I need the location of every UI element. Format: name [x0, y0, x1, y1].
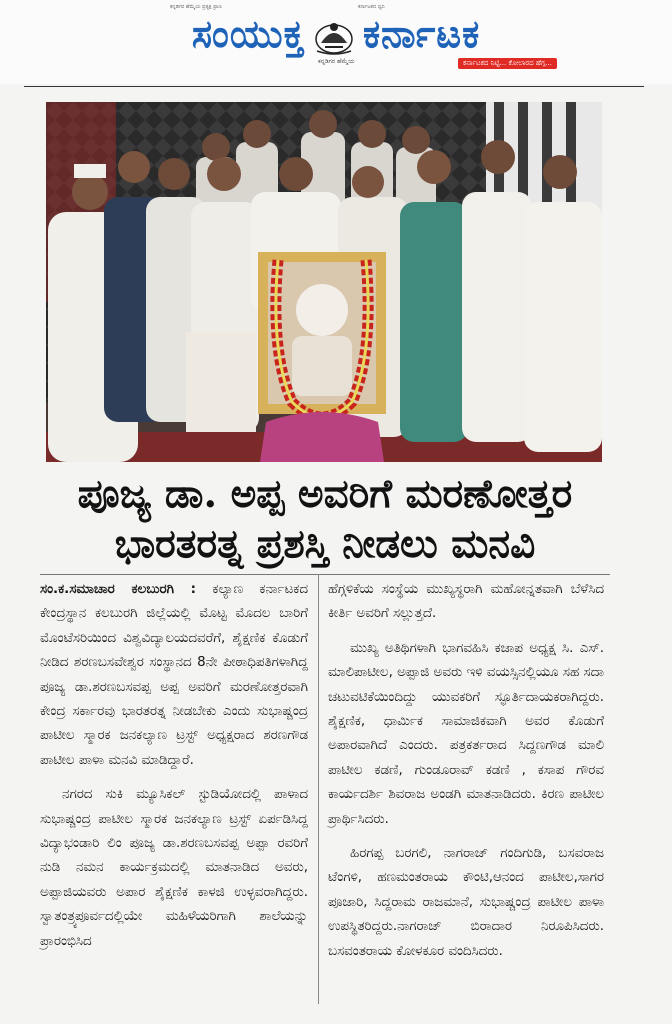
article-paragraph: ಮುಖ್ಯ ಅತಿಥಿಗಳಾಗಿ ಭಾಗವಹಿಸಿ ಕಜಾಪ ಅಧ್ಯಕ್ಷ ಸಿ. ಎಸ್. ಮಾಲಿಪಾಟೀಲ, ಅಪ್ಪಾಜಿ ಅವರು ಇಳಿ ವಯಸ್ಸಿನಲ್ಲಿಯೂ ಸಹ ಸದಾ ಚಟುವಟಿಕೆಯಿಂದಿದ್ದು ಯುವಕರಿಗೆ ಸ್ಫೂರ್ತಿದಾಯಕರಾಗಿದ್ದರು. ಶೈಕ್ಷಣಿಕ, ಧಾರ್ಮಿಕ ಸಾಮಾಜಿಕವಾಗಿ ಅವರ ಕೊಡುಗೆ ಅಪಾರವಾಗಿದೆ ಎಂದರು. ಪತ್ರಕರ್ತರಾದ ಸಿದ್ದಣಗೌಡ ಮಾಲಿ ಪಾಟೀಲ ಕಡಣಿ, ಗುಂಡೂರಾವ್ ಕಡಣಿ , ಕಸಾಪ ಗೌರವ ಕಾರ್ಯದರ್ಶಿ ಶಿವರಾಜ ಅಂಡಗಿ ಮಾತನಾಡಿದರು. ಕಿರಣ ಪಾಟೀಲ ಪ್ರಾರ್ಥಿಸಿದರು.	[328, 640, 604, 827]
headline-rule	[40, 574, 610, 575]
article-paragraph: ಹಿರಗಪ್ಪ ಬರಗಲಿ, ನಾಗರಾಜ್ ಗಂದಿಗುಡಿ, ಬಸವರಾಜ ಟೆಂಗಳಿ, ಹಣಮಂತರಾಯ ಕೌಂಟಿ,ಆನಂದ ಪಾಟೀಲ,ಸಾಗರ ಪೂಜಾರಿ, ಸಿದ್ದರಾಮ ರಾಜಮಾನೆ, ಸುಭಾಷ್ಚಂದ್ರ ಪಾಟೀಲ ಪಾಳಾ ಉಪಸ್ಥಿತರಿದ್ದರು.ನಾಗರಾಜ್ ಬಿರಾದಾರ ನಿರೂಪಿಸಿದರು. ಬಸವಂತರಾಯ ಕೋಳಕೂರ ವಂದಿಸಿದರು.	[328, 846, 604, 959]
article-text: ಕಲ್ಯಾಣ ಕರ್ನಾಟಕದ ಕೇಂದ್ರಸ್ಥಾನ ಕಲಬುರಗಿ ಜಿಲ್ಲೆಯಲ್ಲಿ ಮೊಟ್ಟ ಮೊದಲ ಬಾರಿಗೆ ಮೊಂಟೆಸರಿಯಿಂದ ವಿಶ್ವವಿದ್ಯಾಲಯದವರೆಗೆ, ಶೈಕ್ಷಣಿಕ ಕೊಡುಗೆ ನೀಡಿದ ಶರಣಬಸವೇಶ್ವರ ಸಂಸ್ಥಾನದ 8ನೇ ಪೀಠಾಧಿಪತಿಗಳಾಗಿದ್ದ ಪೂಜ್ಯ ಡಾ.ಶರಣಬಸವಪ್ಪ ಅಪ್ಪ ಅವರಿಗೆ ಮರಣೋತ್ತರವಾಗಿ ಕೇಂದ್ರ ಸರ್ಕಾರವು ಭಾರತರತ್ನ ನೀಡಬೇಕು ಎಂದು ಸುಭಾಷ್ಚಂದ್ರ ಪಾಟೀಲ ಸ್ಮಾರಕ ಜನಕಲ್ಯಾಣ ಟ್ರಸ್ಟ್ ಅಧ್ಯಕ್ಷರಾದ ಶರಣಗೌಡ ಪಾಟೀಲ ಪಾಳಾ ಮನವಿ ಮಾಡಿದ್ದಾರೆ.	[40, 582, 308, 768]
article-paragraph: ಹೆಗ್ಗಳಿಕೆಯ ಸಂಸ್ಥೆಯ ಮುಖ್ಯಸ್ಥರಾಗಿ ಮಹೋನ್ನತವಾಗಿ ಬೆಳೆಸಿದ ಕೀರ್ತಿ ಅವರಿಗೆ ಸಲ್ಲುತ್ತದೆ.	[328, 582, 604, 622]
news-photo	[46, 102, 602, 462]
masthead	[0, 0, 672, 84]
emblem-icon	[311, 17, 357, 57]
top-rule	[24, 86, 644, 87]
headline-line-2: ಭಾರತರತ್ನ ಪ್ರಶಸ್ತಿ ನೀಡಲು ಮನವಿ	[114, 521, 536, 567]
group-photo-illustration	[46, 102, 602, 462]
newspaper-name-right: ಕರ್ನಾಟಕ	[362, 12, 481, 56]
newspaper-name	[0, 10, 672, 58]
emblem-caption: ಕನ್ನಡಿಗರ ಹೆಮ್ಮೆಯ	[318, 58, 355, 65]
masthead-small-left: ಕನ್ನಡಿಗರ ಹೆಮ್ಮೆಯ ಪ್ರತ್ಯಕ್ಷ ಪ್ರಾಣ	[170, 4, 222, 10]
dateline: ಸಂ.ಕ.ಸಮಾಚಾರ ಕಲಬುರಗಿ :	[40, 582, 197, 597]
article-column-left	[40, 578, 308, 954]
article-paragraph: ನಗರದ ಸುಕಿ ಮ್ಯೂಸಿಕಲ್ ಸ್ಟುಡಿಯೋದಲ್ಲಿ ಪಾಳಾದ ಸುಭಾಷ್ಚಂದ್ರ ಪಾಟೀಲ ಸ್ಮಾರಕ ಜನಕಲ್ಯಾಣ ಟ್ರಸ್ಟ್ ಏರ್ಪಡಿಸಿದ್ದ ವಿದ್ಯಾಭಂಡಾರಿ ಲಿಂ ಪೂಜ್ಯ ಡಾ.ಶರಣಬಸವಪ್ಪ ಅಪ್ಪಾ ರವರಿಗೆ ನುಡಿ ನಮನ ಕಾರ್ಯಕ್ರಮದಲ್ಲಿ ಮಾತನಾಡಿದ ಅವರು, ಅಪ್ಪಾಜಿಯವರು ಅಪಾರ ಶೈಕ್ಷಣಿಕ ಕಾಳಜಿ ಉಳ್ಳವರಾಗಿದ್ದರು. ಸ್ವಾತಂತ್ರ್ಯಪೂರ್ವದಲ್ಲಿಯೇ ಮಹಿಳೆಯರಿಗಾಗಿ ಶಾಲೆಯನ್ನು ಪ್ರಾರಂಭಿಸಿದ	[40, 787, 308, 949]
headline-line-1: ಪೂಜ್ಯ ಡಾ. ಅಪ್ಪ ಅವರಿಗೆ ಮರಣೋತ್ತರ	[77, 471, 573, 517]
newspaper-name-left: ಸಂಯುಕ್ತ	[191, 12, 305, 56]
masthead-slogan: ಕರ್ನಾಟಕದ ನಿಟ್ಟಿ... ಕೋಲಾರದ ಹೆಗ್ಗ...	[458, 58, 557, 69]
column-divider	[318, 574, 319, 1004]
article-paragraph	[40, 578, 308, 773]
masthead-small-right: ಕರ್ನಾಟಕದ ಧ್ವನಿ	[358, 4, 385, 10]
article-column-right	[328, 578, 604, 964]
